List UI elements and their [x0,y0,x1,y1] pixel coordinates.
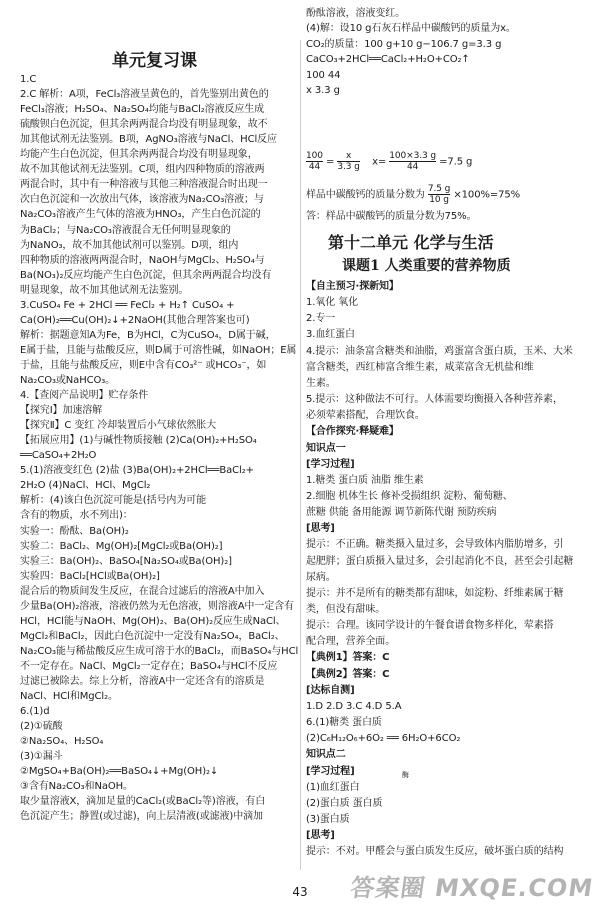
text-line: 不一定存在。NaCl、MgCl₂一定存在；BaSO₄与HCl不反应 [20,660,278,672]
answer-line: 答：样品中碳酸钙的质量分数为75%。 [306,211,477,222]
text-line: 提示：合理。该同学设计的午餐食谱食物多样化，荤素搭 [306,620,554,632]
text-line: 6.(1)糖类 蛋白质 [306,717,382,729]
text-line: 两混合时，其中有一种溶液与其他三种溶液混合时出现一 [20,179,268,191]
column-divider [300,40,301,870]
text-line: NaCl、HCl和MgCl₂。 [20,691,118,703]
text-line: 取少量溶液X，滴加足量的CaCl₂(或BaCl₂等)溶液，有白 [20,796,266,808]
fraction: $\frac{x}{3.3 g}$ [337,151,360,172]
text-line: 解析：据题意知A为Fe，B为HCl，C为CuSO₄，D属于碱， [20,329,276,341]
text-line: (2)C₆H₁₂O₆+6O₂ ══ 6H₂O+6CO₂ [306,733,461,745]
text-line: 于盐，且能与盐酸反应，则E中含有CO₃²⁻ 或HCO₃⁻，如 [20,359,267,371]
text-line: 【合作探究·释疑难】 [306,426,399,438]
text-line: (4)解：设10 g石灰石样品中碳酸钙的质量为x。 [306,23,516,35]
text-line: 3.血红蛋白 [306,329,355,341]
text-line: 富含糖类，西红柿富含维生素，咸菜富含无机盐和维 [306,361,534,373]
unit-title: 第十二单元 化学与生活 [328,233,494,252]
text-line: (2)蛋白质 蛋白质 [306,797,383,809]
text-line: (2)①硫酸 [20,721,63,733]
text-line: Na₂CO₃溶液产生气体的溶液为HNO₃，产生白色沉淀的 [20,209,261,221]
text-line: 4.提示：油条富含糖类和油脂，鸡蛋富含蛋白质，玉米、大米 [306,345,573,357]
text-line: 次白色沉淀和一次放出气体，该溶液为Na₂CO₃溶液；与 [20,194,264,206]
text-line: 提示：不对。甲醛会与蛋白质发生反应，破坏蛋白质的结构 [306,846,564,858]
text-line: 少量Ba(OH)₂溶液，溶液仍然为无色溶液，则溶液A中一定含有 [20,600,294,612]
page-number: 43 [292,885,308,899]
text-line: 实验四：BaCl₂[HCl或Ba(OH)₂] [20,570,160,582]
text-line: 1.糖类 蛋白质 油脂 维生素 [306,474,424,486]
text-line: 必须荤素搭配，合理饮食。 [306,410,425,422]
text-line: 硫酸钡白色沉淀，但其余两两混合均没有明显现象，故不 [20,119,268,131]
fraction-equation: $\frac{100}{44}$ = $\frac{x}{3.3 g}$ x= $\frac{100\times 3.3 g}{44}$ =7.5 g [306,151,473,172]
text-line: 配合理，营养全面。 [306,636,396,648]
text-line: Ca(OH)₂══Cu(OH)₂↓+2NaOH(其他合理答案也可) [20,314,250,326]
text-line: 【探究Ⅰ】加速溶解 [20,405,103,417]
text-line: 1.氧化 氧化 [306,297,359,309]
text-line: 解析：(4)该白色沉淀可能是(括号内为可能 [20,495,206,507]
text-line: FeCl₃溶液；H₂SO₄、Na₂SO₄均能与BaCl₂溶液反应生成 [20,104,265,116]
text-line: 知识点一 [306,442,346,454]
text-line: 故不加其他试剂无法鉴别。C项，组内四种物质的溶液两 [20,164,265,176]
text-line: ══CaSO₄+2H₂O [20,450,97,462]
text-line: 过滤已被除去。综上分析，溶液A中一定还含有的溶质是 [20,676,265,687]
text-line: 起肥胖；蛋白质摄入量过多，会引起消化不良，甚至会引起糖 [306,555,574,567]
fraction: $\frac{100\times 3.3 g}{44}$ [389,151,436,172]
text-line: 明显现象，故不加其他试剂无法鉴别。 [20,284,189,296]
text-line: Ba(NO₃)₂反应均能产生白色沉淀，但其余两两混合均没有 [20,269,272,281]
text-line: 酚酞溶液，溶液变红。 [306,8,405,19]
text-line: 蔗糖 供能 备用能源 调节新陈代谢 预防疾病 [306,507,497,519]
text-line: 为NaNO₃，故不加其他试剂可以鉴别。D项，组内 [20,239,239,251]
text-line: 为BaCl₂；与Na₂CO₃溶液混合无任何明显现象的 [20,224,231,236]
fraction: $\frac{100}{44}$ [306,151,323,172]
fraction: $\frac{7.5 g}{10 g}$ [427,184,451,205]
text-line: 混合后的物质间发生反应，在混合过滤后的溶液A中加入 [20,585,265,597]
enzyme-label: 酶 [402,771,409,779]
text-line: 1.D 2.D 3.C 4.D 5.A [306,700,402,712]
text-line: 实验一：酚酞、Ba(OH)₂ [20,525,129,537]
text-line: 1.C [20,74,37,85]
text-line: (3)蛋白质 [306,813,350,825]
text-line: 尿病。 [306,571,336,583]
text-line: E属于盐，且能与盐酸反应，则D属于可溶性碱，如NaOH；E属 [20,344,297,356]
text-line: 5.提示：这种做法不可行。人体需要均衡摄入各种营养素， [306,394,563,406]
text-line: ②Na₂SO₄、H₂SO₄ [20,736,104,748]
section-title: 单元复习课 [112,51,197,71]
text-line: ②MgSO₄+Ba(OH)₂══BaSO₄↓+Mg(OH)₂↓ [20,766,219,778]
text-line: 【自主预习·探新知】 [306,281,399,292]
text-line: 【典例2】答案：C [306,668,390,680]
watermark: 答案圈 MXQE.COM [349,874,596,902]
text-line: 均能产生白色沉淀，但其余两两混合均没有明显现象， [20,149,258,161]
text-line: 实验三：Ba(OH)₂、BaSO₄[Na₂SO₄或Ba(OH)₂] [20,555,232,567]
text-line: Na₂CO₃能与稀盐酸反应生成可溶于水的BaCl₂，而BaSO₄与HCl [20,645,299,657]
text-line: 2.专一 [306,313,336,325]
text-line: 【拓展应用】(1)与碱性物质接触 (2)Ca(OH)₂+H₂SO₄ [20,435,257,447]
text-line: ③含有Na₂CO₃和NaOH。 [20,781,133,793]
text-line: CO₂的质量：100 g+10 g−106.7 g=3.3 g [306,38,502,50]
text-line: (3)①漏斗 [20,751,63,763]
text-line: 【探究Ⅱ】C 变红 冷却装置后小气球依然胀大 [20,420,217,432]
text-line: [学习过程] [306,458,355,470]
lesson-title: 课题1 人类重要的营养物质 [342,258,511,274]
text-line: 5.(1)溶液变红色 (2)盐 (3)Ba(OH)₂+2HCl══BaCl₂+ [20,465,254,477]
text-line: 加其他试剂无法鉴别。B项，AgNO₃溶液与NaCl、HCl反应 [20,134,277,146]
text-line: 2.细胞 机体生长 修补受损组织 淀粉、葡萄糖、 [306,490,513,502]
text-line: 四种物质的溶液两两混合时，NaOH与MgCl₂、H₂SO₄与 [20,254,265,266]
text-line: 4.【查阅产品说明】贮存条件 [20,390,149,402]
text-line: 提示：并不是所有的糖类都有甜味，如淀粉、纤维素属于糖 [306,587,564,599]
text-line: [思考] [306,523,335,535]
text-line: 3.CuSO₄ Fe + 2HCl ══ FeCl₂ + H₂↑ CuSO₄ + [20,299,235,311]
text-line: [达标自测] [306,684,355,696]
text-line: 知识点二 [306,749,346,761]
text-line: 2H₂O (4)NaCl、HCl、MgCl₂ [20,480,151,492]
text-line: (1)血红蛋白 [306,781,360,793]
text-line: x 3.3 g [306,85,340,96]
text-line: Na₂CO₃或NaHCO₃。 [20,375,116,386]
text-line: 提示：不正确。糖类摄入量过多，会导致体内脂肪增多，引 [306,539,564,551]
text-line: [学习过程] [306,765,355,777]
text-line: 100 44 [306,69,341,81]
text-line: 【典例1】答案：C [306,652,390,664]
text-line: 生素。 [306,377,336,389]
text-line: MgCl₂和BaCl₂，因此白色沉淀中一定没有Na₂SO₄，BaCl₂、 [20,630,285,642]
text-line: HCl，HCl能与NaOH、Mg(OH)₂、Ba(OH)₂反应生成NaCl、 [20,615,286,627]
text-line: 色沉淀产生；静置(或过滤)，向上层清液(或滤液)中滴加 [20,811,263,823]
text-line: 类，但没有甜味。 [306,604,386,615]
text-line: 6.(1)d [20,706,50,718]
text-line: 2.C 解析：A项，FeCl₃溶液呈黄色的，首先鉴别出黄色的 [20,89,269,101]
text-line: CaCO₃+2HCl══CaCl₂+H₂O+CO₂↑ [306,54,470,66]
text-line: 含有的物质，水不列出)： [20,510,133,522]
text-line: [思考] [306,830,335,842]
percent-equation: 样品中碳酸钙的质量分数为 $\frac{7.5 g}{10 g}$ ×100%=75% [306,184,521,205]
text-line: 实验二：BaCl₂、Mg(OH)₂[MgCl₂或Ba(OH)₂] [20,540,223,552]
